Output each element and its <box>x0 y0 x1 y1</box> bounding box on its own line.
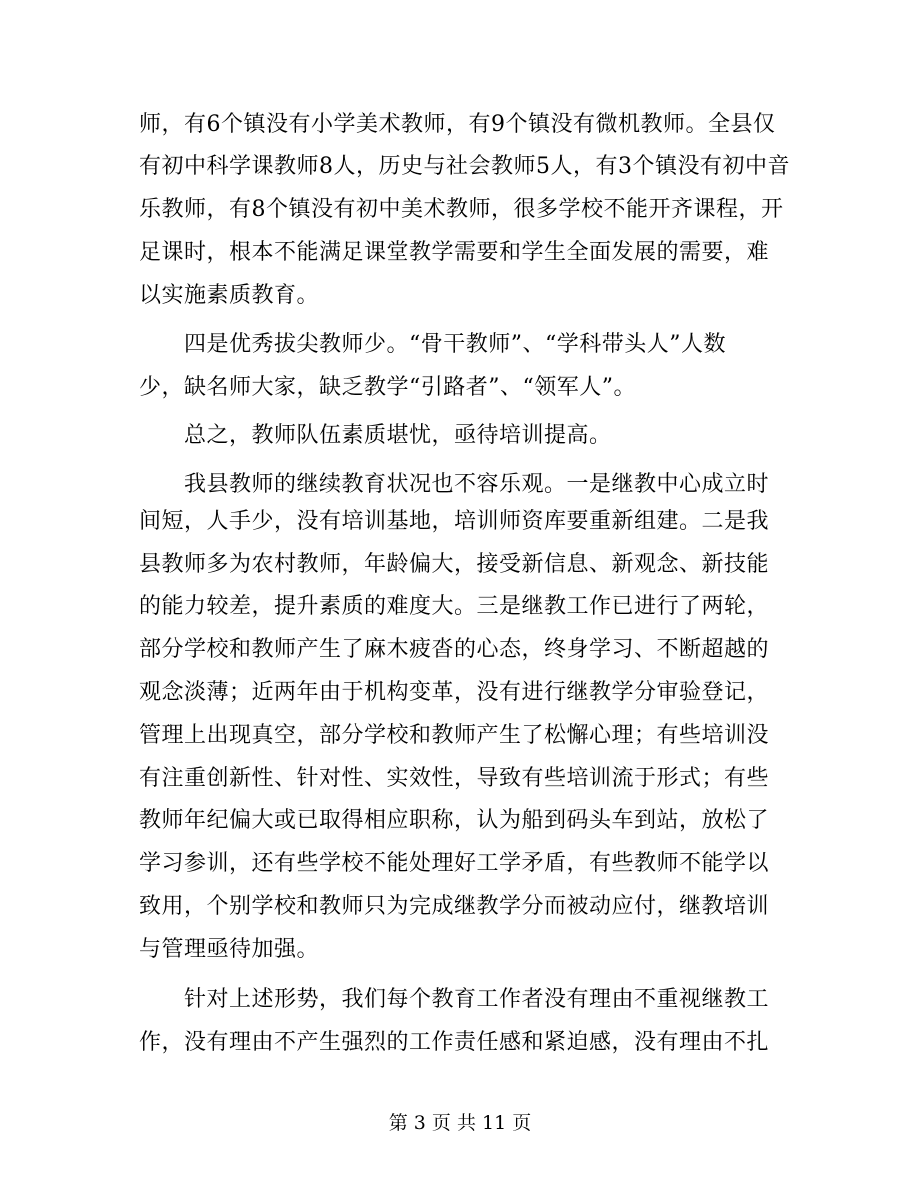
text-line: 部分学校和教师产生了麻木疲沓的心态，终身学习、不断超越的 <box>139 637 770 662</box>
text-line: 针对上述形势，我们每个教育工作者没有理由不重视继教工 <box>139 987 770 1012</box>
text-line: 我县教师的继续教育状况也不容乐观。一是继教中心成立时 <box>139 472 770 497</box>
text-line: 乐教师，有8个镇没有初中美术教师，很多学校不能开齐课程，开 <box>139 197 784 222</box>
text-line: 教师年纪偏大或已取得相应职称，认为船到码头车到站，放松了 <box>139 808 770 833</box>
text-line: 致用，个别学校和教师只为完成继教学分而被动应付，继教培训 <box>139 894 770 919</box>
text-line: 与管理亟待加强。 <box>139 937 320 962</box>
text-line: 四是优秀拔尖教师少。“骨干教师”、“学科带头人”人数 <box>139 332 726 357</box>
text-line: 有初中科学课教师8人，历史与社会教师5人，有3个镇没有初中音 <box>139 154 790 179</box>
text-line: 学习参训，还有些学校不能处理好工学矛盾，有些教师不能学以 <box>139 851 770 876</box>
text-line: 观念淡薄；近两年由于机构变革，没有进行继教学分审验登记， <box>139 680 770 705</box>
text-line: 足课时，根本不能满足课堂教学需要和学生全面发展的需要，难 <box>139 240 770 265</box>
text-line: 间短，人手少，没有培训基地，培训师资库要重新组建。二是我 <box>139 509 770 534</box>
text-line: 的能力较差，提升素质的难度大。三是继教工作已进行了两轮， <box>139 594 770 619</box>
text-line: 少，缺名师大家，缺乏教学“引路者”、“领军人”。 <box>139 375 636 400</box>
text-line: 以实施素质教育。 <box>139 283 320 308</box>
text-line: 作，没有理由不产生强烈的工作责任感和紧迫感，没有理由不扎 <box>139 1030 770 1055</box>
text-line: 管理上出现真空，部分学校和教师产生了松懈心理；有些培训没 <box>139 723 770 748</box>
text-line: 师，有6个镇没有小学美术教师，有9个镇没有微机教师。全县仅 <box>139 112 776 137</box>
text-line: 县教师多为农村教师，年龄偏大，接受新信息、新观念、新技能 <box>139 552 770 577</box>
page-number-footer: 第 3 页 共 11 页 <box>388 1112 532 1134</box>
text-line: 有注重创新性、针对性、实效性，导致有些培训流于形式；有些 <box>139 766 770 791</box>
text-line: 总之，教师队伍素质堪忧，亟待培训提高。 <box>139 423 612 448</box>
